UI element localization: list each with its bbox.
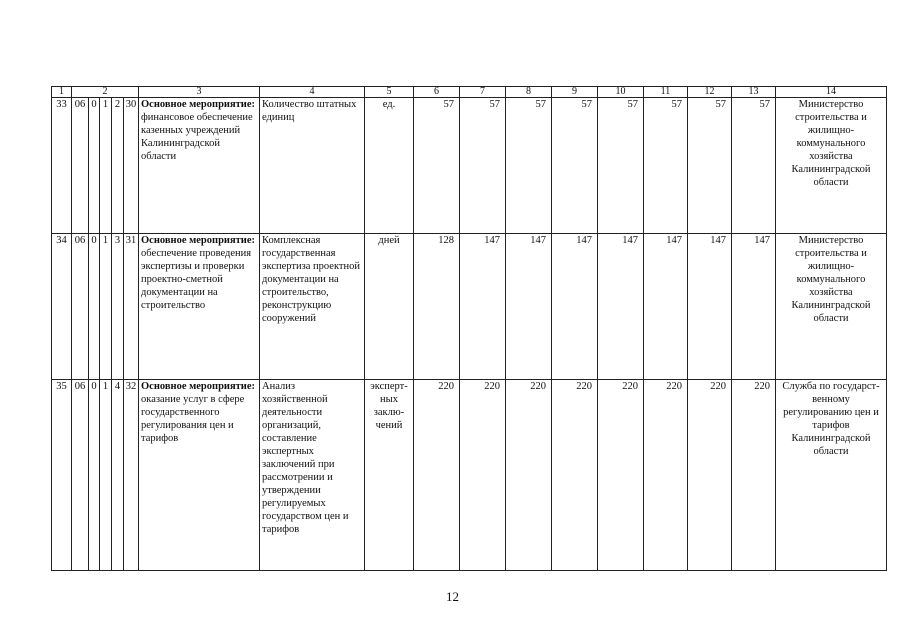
value-cell: 57 <box>414 98 460 234</box>
header-cell: 3 <box>139 87 260 98</box>
value-cell: 147 <box>732 234 776 380</box>
code-cell: 1 <box>100 98 112 234</box>
value-cell: 57 <box>644 98 688 234</box>
code-cell: 32 <box>124 380 139 571</box>
table-row <box>52 234 887 380</box>
value-cell: 57 <box>460 98 506 234</box>
header-cell: 2 <box>72 87 139 98</box>
header-cell: 12 <box>688 87 732 98</box>
table-row <box>52 380 887 571</box>
value-cell: 220 <box>506 380 552 571</box>
value-cell: 57 <box>506 98 552 234</box>
value-cell: 220 <box>732 380 776 571</box>
code-cell: 30 <box>124 98 139 234</box>
value-cell: 220 <box>688 380 732 571</box>
header-cell: 5 <box>365 87 414 98</box>
code-cell: 06 <box>72 234 89 380</box>
value-cell: 128 <box>414 234 460 380</box>
header-cell: 10 <box>598 87 644 98</box>
indicator-cell: Анализ хозяйственной деятельности организаций, составление экспертных заключений при рассмотрении и утверждении регулируемых государством цен и тарифов <box>260 380 365 571</box>
activity-cell <box>139 380 260 571</box>
value-cell: 220 <box>598 380 644 571</box>
code-cell: 1 <box>100 234 112 380</box>
responsible-cell: Министерство строительства и жилищно-коммунального хозяйства Калининградской области <box>776 98 887 234</box>
header-cell: 7 <box>460 87 506 98</box>
indicator-cell: Комплексная государственная экспертиза проектной документации на строительство, реконструкцию сооружений <box>260 234 365 380</box>
value-cell: 220 <box>460 380 506 571</box>
header-cell: 1 <box>52 87 72 98</box>
indicator-cell: Количество штатных единиц <box>260 98 365 234</box>
activity-description: финансовое обеспечение казенных учреждений Калининградской области <box>141 112 253 162</box>
code-cell: 06 <box>72 98 89 234</box>
header-row <box>52 87 887 98</box>
header-cell: 4 <box>260 87 365 98</box>
value-cell: 220 <box>552 380 598 571</box>
value-cell: 147 <box>688 234 732 380</box>
header-cell: 14 <box>776 87 887 98</box>
row-number: 35 <box>52 380 72 571</box>
header-cell: 9 <box>552 87 598 98</box>
page-number: 12 <box>446 589 459 604</box>
value-cell: 57 <box>688 98 732 234</box>
code-cell: 0 <box>89 380 100 571</box>
value-cell: 220 <box>644 380 688 571</box>
unit-cell: ед. <box>365 98 414 234</box>
code-cell: 2 <box>112 98 124 234</box>
value-cell: 147 <box>644 234 688 380</box>
value-cell: 57 <box>732 98 776 234</box>
value-cell: 147 <box>552 234 598 380</box>
code-cell: 3 <box>112 234 124 380</box>
unit-cell: дней <box>365 234 414 380</box>
table-row <box>52 98 887 234</box>
value-cell: 220 <box>414 380 460 571</box>
row-number: 34 <box>52 234 72 380</box>
activity-title: Основное мероприятие: <box>141 381 256 392</box>
activity-title: Основное мероприятие: <box>141 235 256 246</box>
responsible-cell: Служба по государст-венному регулированию цен и тарифов Калининградской области <box>776 380 887 571</box>
value-cell: 57 <box>552 98 598 234</box>
activity-description: оказание услуг в сфере государственного регулирования цен и тарифов <box>141 394 245 444</box>
header-cell: 13 <box>732 87 776 98</box>
code-cell: 1 <box>100 380 112 571</box>
activity-description: обеспечение проведения экспертизы и проверки проектно-сметной документации на строительство <box>141 248 252 311</box>
code-cell: 31 <box>124 234 139 380</box>
code-cell: 06 <box>72 380 89 571</box>
activity-title: Основное мероприятие: <box>141 99 256 110</box>
value-cell: 57 <box>598 98 644 234</box>
header-cell: 6 <box>414 87 460 98</box>
value-cell: 147 <box>506 234 552 380</box>
value-cell: 147 <box>598 234 644 380</box>
activity-cell <box>139 234 260 380</box>
row-number: 33 <box>52 98 72 234</box>
header-cell: 8 <box>506 87 552 98</box>
activity-cell <box>139 98 260 234</box>
header-cell: 11 <box>644 87 688 98</box>
program-table <box>51 86 887 571</box>
code-cell: 0 <box>89 234 100 380</box>
value-cell: 147 <box>460 234 506 380</box>
unit-cell: эксперт-ных заклю-чений <box>365 380 414 571</box>
responsible-cell: Министерство строительства и жилищно-коммунального хозяйства Калининградской области <box>776 234 887 380</box>
code-cell: 0 <box>89 98 100 234</box>
code-cell: 4 <box>112 380 124 571</box>
